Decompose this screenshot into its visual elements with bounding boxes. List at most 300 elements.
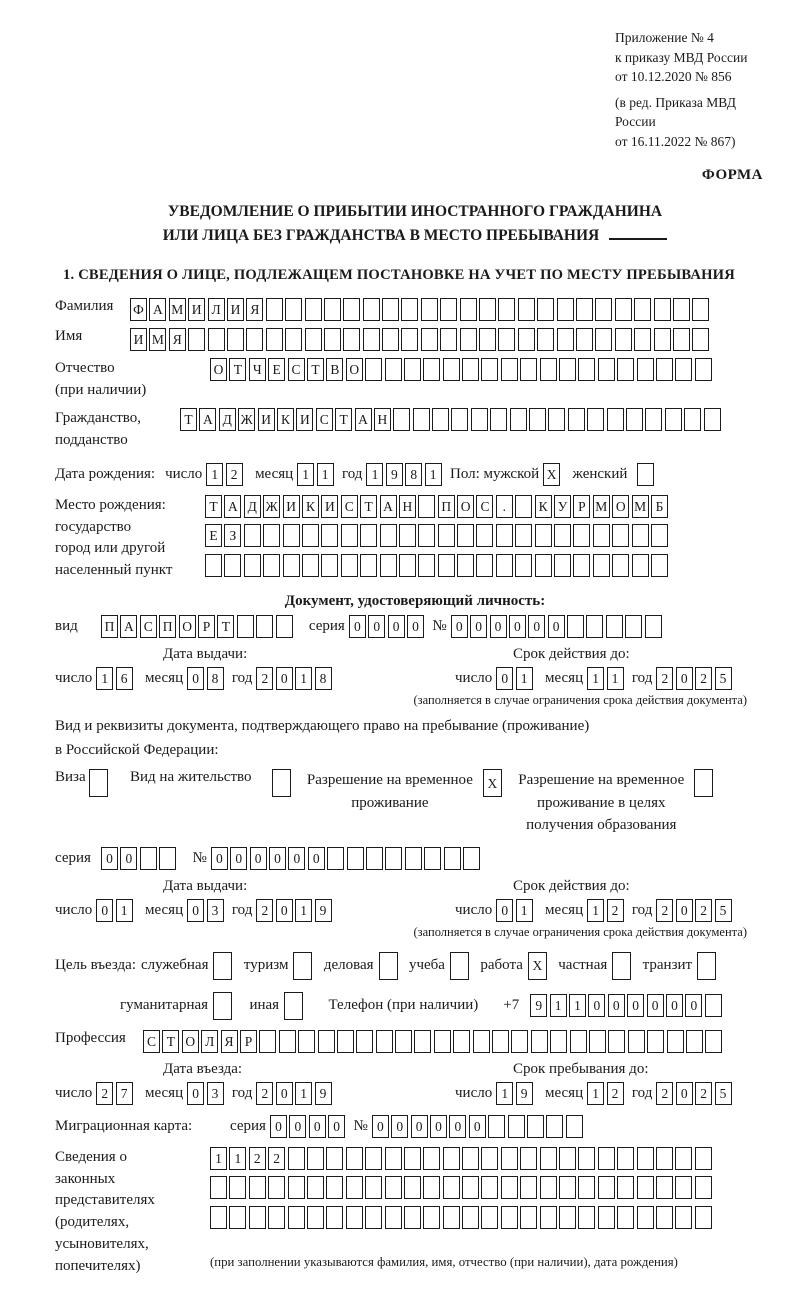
identity-expiry-year[interactable] (656, 667, 734, 690)
birthdate-day-cell[interactable]: 2 (226, 463, 243, 486)
patronymic-field-cell[interactable] (462, 358, 479, 381)
citizenship-field-cell[interactable] (587, 408, 604, 431)
stay-year-cell[interactable]: 5 (715, 1082, 732, 1105)
profession-field-cell[interactable] (279, 1030, 296, 1053)
birthplace-row2-cell[interactable] (457, 524, 474, 547)
birthplace-row1-cell[interactable]: М (593, 495, 610, 518)
citizenship-field-cell[interactable]: Т (335, 408, 352, 431)
migration-number-cell[interactable] (508, 1115, 525, 1138)
entry-year-cell[interactable]: 2 (256, 1082, 273, 1105)
patronymic-field-cell[interactable] (598, 358, 615, 381)
surname-field-cell[interactable]: И (227, 298, 244, 321)
representatives-row1-cell[interactable] (404, 1147, 421, 1170)
representatives-row2-cell[interactable] (210, 1176, 227, 1199)
purpose-tourism-checkbox-cell[interactable] (293, 952, 312, 980)
patronymic-field-cell[interactable] (637, 358, 654, 381)
residence-issue-day-cell[interactable]: 1 (116, 899, 133, 922)
birthplace-row2-cell[interactable] (321, 524, 338, 547)
patronymic-field-cell[interactable]: С (288, 358, 305, 381)
citizenship-field-cell[interactable] (510, 408, 527, 431)
representatives-row1-cell[interactable] (540, 1147, 557, 1170)
representatives-row2-cell[interactable] (637, 1176, 654, 1199)
identity-number-cell[interactable] (567, 615, 584, 638)
patronymic-field-cell[interactable] (559, 358, 576, 381)
birthplace-row1-cell[interactable]: О (612, 495, 629, 518)
profession-field-cell[interactable] (259, 1030, 276, 1053)
purpose-study-checkbox-cell[interactable] (450, 952, 469, 980)
residence-expiry-day-cell[interactable]: 1 (516, 899, 533, 922)
birthplace-row3-cell[interactable] (283, 554, 300, 577)
birthplace-row1-cell[interactable]: К (302, 495, 319, 518)
firstname-field-cell[interactable] (692, 328, 709, 351)
residence-issue-day[interactable] (96, 899, 135, 922)
residence-number-cell[interactable]: 0 (308, 847, 325, 870)
surname-field-cell[interactable] (285, 298, 302, 321)
identity-kind-cell[interactable]: П (101, 615, 118, 638)
profession-field-cell[interactable] (298, 1030, 315, 1053)
identity-number-cell[interactable] (625, 615, 642, 638)
birthplace-row3-cell[interactable] (341, 554, 358, 577)
citizenship-field-cell[interactable] (684, 408, 701, 431)
representatives-row3-cell[interactable] (501, 1206, 518, 1229)
patronymic-field-cell[interactable] (695, 358, 712, 381)
birthplace-row2-cell[interactable] (244, 524, 261, 547)
representatives-row1-cell[interactable]: 1 (229, 1147, 246, 1170)
birthplace-row1[interactable] (205, 495, 670, 518)
representatives-row1-cell[interactable] (346, 1147, 363, 1170)
phone-digits-cell[interactable]: 0 (647, 994, 664, 1017)
firstname-field-cell[interactable] (557, 328, 574, 351)
residence-issue-month[interactable] (187, 899, 226, 922)
representatives-row1-cell[interactable] (385, 1147, 402, 1170)
purpose-private-checkbox[interactable] (612, 952, 633, 980)
birthdate-year-cell[interactable]: 8 (405, 463, 422, 486)
birthplace-row2-cell[interactable] (380, 524, 397, 547)
representatives-row3-cell[interactable] (307, 1206, 324, 1229)
purpose-official-checkbox-cell[interactable] (213, 952, 232, 980)
identity-issue-year-cell[interactable]: 1 (295, 667, 312, 690)
citizenship-field-cell[interactable]: А (199, 408, 216, 431)
profession-field-cell[interactable] (337, 1030, 354, 1053)
surname-field-cell[interactable]: А (149, 298, 166, 321)
firstname-field-cell[interactable] (188, 328, 205, 351)
birthplace-row1-cell[interactable]: А (224, 495, 241, 518)
profession-field[interactable] (143, 1030, 725, 1053)
residence-series-cell[interactable]: 0 (101, 847, 118, 870)
birthplace-row2-cell[interactable] (573, 524, 590, 547)
birthplace-row2-cell[interactable] (535, 524, 552, 547)
identity-issue-month-cell[interactable]: 8 (207, 667, 224, 690)
birthplace-row3-cell[interactable] (302, 554, 319, 577)
citizenship-field-cell[interactable] (626, 408, 643, 431)
identity-kind-cell[interactable]: А (120, 615, 137, 638)
representatives-row1-cell[interactable]: 2 (249, 1147, 266, 1170)
representatives-row3-cell[interactable] (559, 1206, 576, 1229)
birthplace-row1-cell[interactable]: М (632, 495, 649, 518)
residence-issue-month-cell[interactable]: 3 (207, 899, 224, 922)
representatives-row3-cell[interactable] (326, 1206, 343, 1229)
representatives-row1-cell[interactable] (578, 1147, 595, 1170)
birthplace-row3-cell[interactable] (244, 554, 261, 577)
purpose-other-checkbox[interactable] (284, 992, 305, 1020)
surname-field-cell[interactable] (363, 298, 380, 321)
birthdate-month-cell[interactable]: 1 (297, 463, 314, 486)
citizenship-field-cell[interactable] (548, 408, 565, 431)
residence-issue-year-cell[interactable]: 0 (276, 899, 293, 922)
patronymic-field-cell[interactable]: В (326, 358, 343, 381)
stay-day-cell[interactable]: 9 (516, 1082, 533, 1105)
birthplace-row1-cell[interactable]: Т (205, 495, 222, 518)
identity-issue-day-cell[interactable]: 6 (116, 667, 133, 690)
firstname-field-cell[interactable] (208, 328, 225, 351)
firstname-field-cell[interactable] (634, 328, 651, 351)
patronymic-field-cell[interactable]: О (210, 358, 227, 381)
representatives-row1-cell[interactable]: 1 (210, 1147, 227, 1170)
birthplace-row2-cell[interactable] (360, 524, 377, 547)
firstname-field-cell[interactable] (401, 328, 418, 351)
citizenship-field-cell[interactable] (413, 408, 430, 431)
temp-permit-checkbox-cell[interactable]: X (483, 769, 502, 797)
entry-year-cell[interactable]: 9 (315, 1082, 332, 1105)
identity-expiry-year-cell[interactable]: 2 (656, 667, 673, 690)
birthplace-row1-cell[interactable]: И (283, 495, 300, 518)
residence-expiry-year-cell[interactable]: 5 (715, 899, 732, 922)
identity-expiry-month-cell[interactable]: 1 (607, 667, 624, 690)
profession-field-cell[interactable] (589, 1030, 606, 1053)
phone-digits-cell[interactable]: 0 (666, 994, 683, 1017)
residence-permit-checkbox-cell[interactable] (272, 769, 291, 797)
profession-field-cell[interactable]: Я (221, 1030, 238, 1053)
patronymic-field-cell[interactable] (617, 358, 634, 381)
representatives-row3-cell[interactable] (423, 1206, 440, 1229)
profession-field-cell[interactable]: Л (201, 1030, 218, 1053)
representatives-row2[interactable] (210, 1176, 714, 1199)
residence-number-cell[interactable] (347, 847, 364, 870)
birthplace-row2-cell[interactable] (593, 524, 610, 547)
birthdate-year[interactable] (366, 463, 444, 486)
identity-kind[interactable] (101, 615, 295, 638)
identity-kind-cell[interactable]: П (159, 615, 176, 638)
representatives-row2-cell[interactable] (346, 1176, 363, 1199)
representatives-row1-cell[interactable] (520, 1147, 537, 1170)
patronymic-field-cell[interactable] (423, 358, 440, 381)
birthdate-year-cell[interactable]: 1 (366, 463, 383, 486)
representatives-row2-cell[interactable] (540, 1176, 557, 1199)
purpose-private-checkbox-cell[interactable] (612, 952, 631, 980)
profession-field-cell[interactable] (318, 1030, 335, 1053)
entry-month-cell[interactable]: 3 (207, 1082, 224, 1105)
identity-expiry-month-cell[interactable]: 1 (587, 667, 604, 690)
migration-number-cell[interactable] (527, 1115, 544, 1138)
birthplace-row1-cell[interactable]: Н (399, 495, 416, 518)
identity-issue-day[interactable] (96, 667, 135, 690)
identity-expiry-day-cell[interactable]: 1 (516, 667, 533, 690)
surname-field-cell[interactable]: М (169, 298, 186, 321)
birthplace-row1-cell[interactable]: Т (360, 495, 377, 518)
representatives-row3-cell[interactable] (404, 1206, 421, 1229)
birthplace-row3-cell[interactable] (612, 554, 629, 577)
birthdate-year-cell[interactable]: 9 (386, 463, 403, 486)
phone-digits-cell[interactable]: 9 (530, 994, 547, 1017)
representatives-row1-cell[interactable] (288, 1147, 305, 1170)
surname-field-cell[interactable] (305, 298, 322, 321)
representatives-row2-cell[interactable] (443, 1176, 460, 1199)
firstname-field-cell[interactable] (595, 328, 612, 351)
citizenship-field[interactable] (180, 408, 723, 431)
firstname-field-cell[interactable]: Я (169, 328, 186, 351)
representatives-row2-cell[interactable] (578, 1176, 595, 1199)
surname-field-cell[interactable] (440, 298, 457, 321)
representatives-row2-cell[interactable] (307, 1176, 324, 1199)
birthplace-row3-cell[interactable] (360, 554, 377, 577)
residence-issue-year-cell[interactable]: 2 (256, 899, 273, 922)
identity-issue-month[interactable] (187, 667, 226, 690)
migration-number-cell[interactable]: 0 (372, 1115, 389, 1138)
migration-series-cell[interactable]: 0 (328, 1115, 345, 1138)
birthplace-row1-cell[interactable]: Д (244, 495, 261, 518)
representatives-row2-cell[interactable] (404, 1176, 421, 1199)
citizenship-field-cell[interactable]: Д (219, 408, 236, 431)
migration-series-cell[interactable]: 0 (289, 1115, 306, 1138)
profession-field-cell[interactable] (376, 1030, 393, 1053)
birthplace-row2-cell[interactable] (515, 524, 532, 547)
representatives-row2-cell[interactable] (695, 1176, 712, 1199)
patronymic-field-cell[interactable] (385, 358, 402, 381)
entry-day-cell[interactable]: 2 (96, 1082, 113, 1105)
birthplace-row2-cell[interactable] (263, 524, 280, 547)
firstname-field-cell[interactable] (324, 328, 341, 351)
residence-number-cell[interactable] (424, 847, 441, 870)
representatives-row3-cell[interactable] (346, 1206, 363, 1229)
representatives-row3-cell[interactable] (540, 1206, 557, 1229)
birthplace-row1-cell[interactable]: Р (573, 495, 590, 518)
patronymic-field-cell[interactable] (578, 358, 595, 381)
identity-expiry-day-cell[interactable]: 0 (496, 667, 513, 690)
phone-digits-cell[interactable]: 0 (627, 994, 644, 1017)
residence-issue-day-cell[interactable]: 0 (96, 899, 113, 922)
firstname-field-cell[interactable] (266, 328, 283, 351)
surname-field-cell[interactable] (634, 298, 651, 321)
residence-expiry-month-cell[interactable]: 2 (607, 899, 624, 922)
citizenship-field-cell[interactable] (529, 408, 546, 431)
birthplace-row1-cell[interactable]: И (321, 495, 338, 518)
residence-number-cell[interactable] (366, 847, 383, 870)
residence-number-cell[interactable] (463, 847, 480, 870)
migration-number[interactable] (372, 1115, 585, 1138)
representatives-row3-cell[interactable] (675, 1206, 692, 1229)
identity-number-cell[interactable]: 0 (509, 615, 526, 638)
birthplace-row2-cell[interactable] (632, 524, 649, 547)
representatives-row1-cell[interactable] (598, 1147, 615, 1170)
birthplace-row3-cell[interactable] (418, 554, 435, 577)
profession-field-cell[interactable] (511, 1030, 528, 1053)
phone-digits-cell[interactable]: 0 (608, 994, 625, 1017)
profession-field-cell[interactable] (550, 1030, 567, 1053)
birthplace-row1-cell[interactable]: Ж (263, 495, 280, 518)
representatives-row3-cell[interactable] (268, 1206, 285, 1229)
firstname-field-cell[interactable] (615, 328, 632, 351)
representatives-row1-cell[interactable] (637, 1147, 654, 1170)
surname-field-cell[interactable] (498, 298, 515, 321)
stay-day[interactable] (496, 1082, 535, 1105)
birthplace-row3-cell[interactable] (515, 554, 532, 577)
identity-number-cell[interactable]: 0 (451, 615, 468, 638)
representatives-row2-cell[interactable] (481, 1176, 498, 1199)
patronymic-field-cell[interactable] (481, 358, 498, 381)
representatives-row2-cell[interactable] (326, 1176, 343, 1199)
identity-kind-cell[interactable] (256, 615, 273, 638)
purpose-transit-checkbox[interactable] (697, 952, 718, 980)
surname-field-cell[interactable]: И (188, 298, 205, 321)
representatives-row1-cell[interactable] (501, 1147, 518, 1170)
surname-field-cell[interactable] (673, 298, 690, 321)
citizenship-field-cell[interactable]: С (316, 408, 333, 431)
firstname-field-cell[interactable] (440, 328, 457, 351)
representatives-row1-cell[interactable] (481, 1147, 498, 1170)
patronymic-field-cell[interactable] (520, 358, 537, 381)
identity-kind-cell[interactable]: С (140, 615, 157, 638)
firstname-field-cell[interactable]: М (149, 328, 166, 351)
residence-expiry-day[interactable] (496, 899, 535, 922)
citizenship-field-cell[interactable] (393, 408, 410, 431)
representatives-row2-cell[interactable] (423, 1176, 440, 1199)
residence-series-cell[interactable] (159, 847, 176, 870)
profession-field-cell[interactable] (686, 1030, 703, 1053)
identity-kind-cell[interactable] (276, 615, 293, 638)
visa-checkbox-cell[interactable] (89, 769, 108, 797)
migration-series-cell[interactable]: 0 (309, 1115, 326, 1138)
birthplace-row3-cell[interactable] (321, 554, 338, 577)
representatives-row1-cell[interactable]: 2 (268, 1147, 285, 1170)
representatives-row3-cell[interactable] (288, 1206, 305, 1229)
representatives-row2-cell[interactable] (249, 1176, 266, 1199)
identity-kind-cell[interactable] (237, 615, 254, 638)
profession-field-cell[interactable] (395, 1030, 412, 1053)
representatives-row3-cell[interactable] (578, 1206, 595, 1229)
identity-series-cell[interactable]: 0 (349, 615, 366, 638)
representatives-row3-cell[interactable] (617, 1206, 634, 1229)
surname-field-cell[interactable]: Л (208, 298, 225, 321)
purpose-other-checkbox-cell[interactable] (284, 992, 303, 1020)
firstname-field-cell[interactable] (460, 328, 477, 351)
surname-field-cell[interactable] (518, 298, 535, 321)
citizenship-field-cell[interactable] (432, 408, 449, 431)
identity-expiry-month[interactable] (587, 667, 626, 690)
birthplace-row2-cell[interactable] (612, 524, 629, 547)
patronymic-field-cell[interactable]: Ч (249, 358, 266, 381)
representatives-row3-cell[interactable] (695, 1206, 712, 1229)
firstname-field-cell[interactable] (285, 328, 302, 351)
birthplace-row2-cell[interactable] (341, 524, 358, 547)
citizenship-field-cell[interactable]: И (296, 408, 313, 431)
identity-series-cell[interactable]: 0 (407, 615, 424, 638)
representatives-row2-cell[interactable] (598, 1176, 615, 1199)
patronymic-field-cell[interactable]: Т (307, 358, 324, 381)
migration-number-cell[interactable]: 0 (469, 1115, 486, 1138)
birthplace-row3-cell[interactable] (632, 554, 649, 577)
identity-issue-year-cell[interactable]: 8 (315, 667, 332, 690)
identity-series[interactable] (349, 615, 427, 638)
patronymic-field-cell[interactable] (443, 358, 460, 381)
residence-expiry-month-cell[interactable]: 1 (587, 899, 604, 922)
birthplace-row2-cell[interactable] (554, 524, 571, 547)
migration-number-cell[interactable]: 0 (430, 1115, 447, 1138)
birthplace-row3-cell[interactable] (224, 554, 241, 577)
representatives-row2-cell[interactable] (462, 1176, 479, 1199)
identity-expiry-day[interactable] (496, 667, 535, 690)
representatives-row2-cell[interactable] (559, 1176, 576, 1199)
residence-permit-checkbox[interactable] (272, 769, 293, 797)
representatives-row2-cell[interactable] (385, 1176, 402, 1199)
representatives-row1-cell[interactable] (423, 1147, 440, 1170)
birthplace-row2-cell[interactable]: З (224, 524, 241, 547)
birthdate-month[interactable] (297, 463, 336, 486)
surname-field-cell[interactable] (382, 298, 399, 321)
citizenship-field-cell[interactable]: К (277, 408, 294, 431)
birthplace-row1-cell[interactable]: С (476, 495, 493, 518)
patronymic-field-cell[interactable] (501, 358, 518, 381)
citizenship-field-cell[interactable] (451, 408, 468, 431)
migration-number-cell[interactable] (488, 1115, 505, 1138)
birthplace-row1-cell[interactable] (418, 495, 435, 518)
birthplace-row3-cell[interactable] (496, 554, 513, 577)
stay-year-cell[interactable]: 2 (695, 1082, 712, 1105)
birthplace-row2-cell[interactable]: Е (205, 524, 222, 547)
birthplace-row2-cell[interactable] (651, 524, 668, 547)
identity-expiry-year-cell[interactable]: 0 (676, 667, 693, 690)
identity-expiry-year-cell[interactable]: 5 (715, 667, 732, 690)
residence-series-cell[interactable]: 0 (120, 847, 137, 870)
surname-field-cell[interactable] (576, 298, 593, 321)
residence-issue-year-cell[interactable]: 1 (295, 899, 312, 922)
citizenship-field-cell[interactable]: И (258, 408, 275, 431)
residence-number-cell[interactable] (385, 847, 402, 870)
edu-permit-checkbox[interactable] (694, 769, 715, 797)
firstname-field-cell[interactable] (343, 328, 360, 351)
residence-number-cell[interactable]: 0 (230, 847, 247, 870)
residence-series-cell[interactable] (140, 847, 157, 870)
identity-issue-year[interactable] (256, 667, 334, 690)
firstname-field-cell[interactable] (654, 328, 671, 351)
patronymic-field-cell[interactable]: О (346, 358, 363, 381)
birthplace-row3-cell[interactable] (651, 554, 668, 577)
entry-day-cell[interactable]: 7 (116, 1082, 133, 1105)
surname-field-cell[interactable] (421, 298, 438, 321)
entry-day[interactable] (96, 1082, 135, 1105)
identity-issue-year-cell[interactable]: 0 (276, 667, 293, 690)
representatives-row1-cell[interactable] (365, 1147, 382, 1170)
surname-field-cell[interactable] (692, 298, 709, 321)
citizenship-field-cell[interactable] (568, 408, 585, 431)
birthdate-day-cell[interactable]: 1 (206, 463, 223, 486)
representatives-row2-cell[interactable] (268, 1176, 285, 1199)
residence-series[interactable] (101, 847, 179, 870)
citizenship-field-cell[interactable] (471, 408, 488, 431)
representatives-row3[interactable] (210, 1206, 714, 1229)
entry-year-cell[interactable]: 0 (276, 1082, 293, 1105)
firstname-field-cell[interactable] (227, 328, 244, 351)
identity-issue-day-cell[interactable]: 1 (96, 667, 113, 690)
phone-digits-cell[interactable]: 0 (588, 994, 605, 1017)
phone-digits-cell[interactable] (705, 994, 722, 1017)
representatives-row2-cell[interactable] (229, 1176, 246, 1199)
firstname-field-cell[interactable] (498, 328, 515, 351)
birthplace-row3-cell[interactable] (476, 554, 493, 577)
birthplace-row3-cell[interactable] (380, 554, 397, 577)
birthplace-row2-cell[interactable] (496, 524, 513, 547)
surname-field-cell[interactable] (479, 298, 496, 321)
citizenship-field-cell[interactable] (607, 408, 624, 431)
